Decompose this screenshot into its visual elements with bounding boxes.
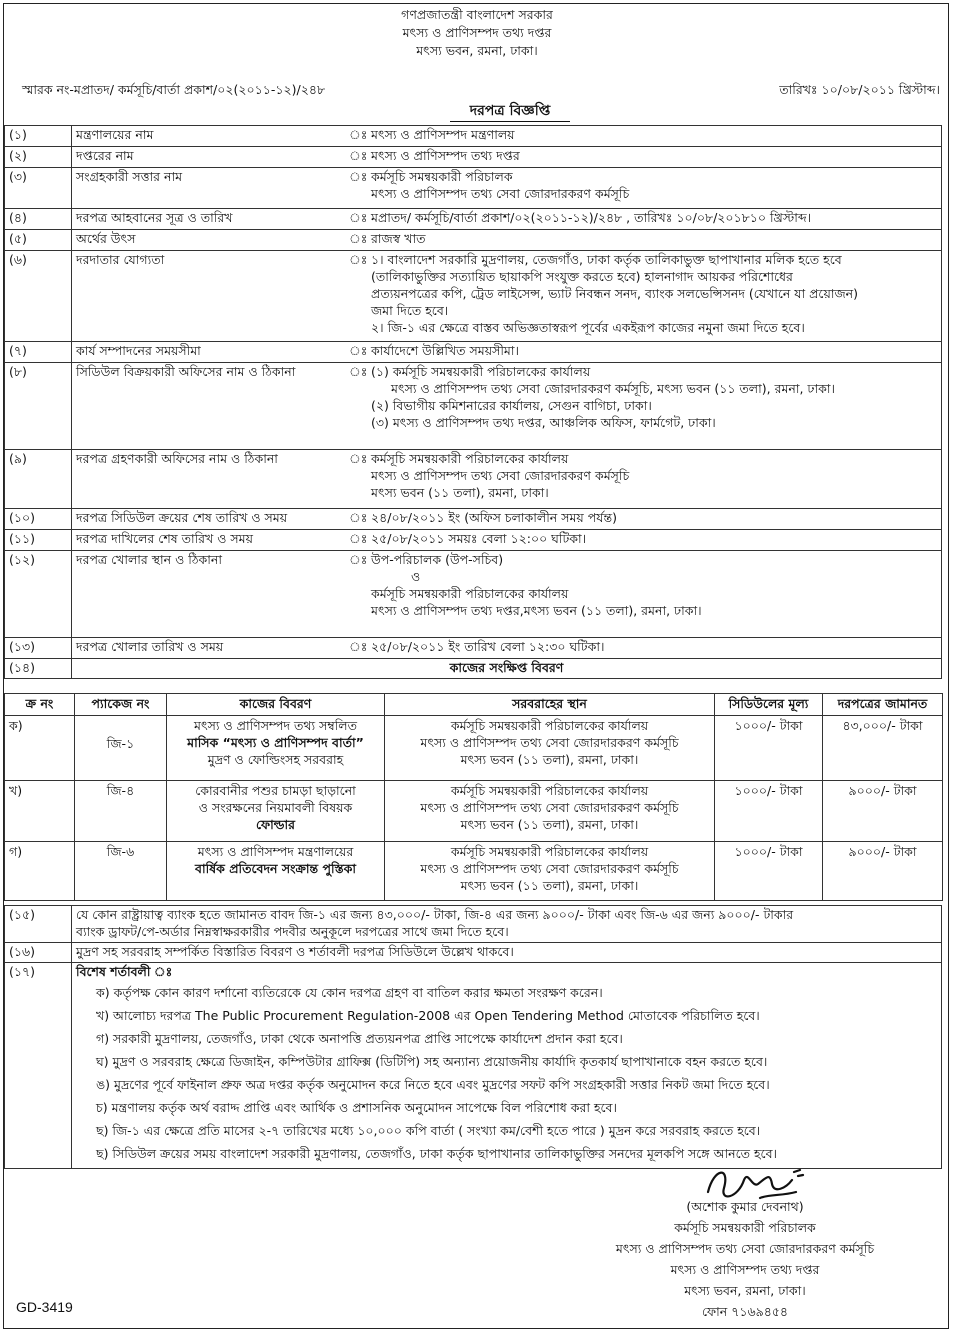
condition-item: খ) আলোচ্য দরপত্র The Public Procurement Regulation-2008 এর Open Tendering Method মোতাবেক পরিচালিত হবে। (96, 1007, 760, 1023)
info-row (5, 209, 942, 230)
row-number: (৬) (5, 251, 72, 342)
row-value (367, 450, 942, 509)
memo-number: স্মারক নং-মপ্রাতদ/ কর্মসূচি/বার্তা প্রকাশ/০২(২০১১-১২)/২৪৮ (22, 82, 326, 97)
place-line: কর্মসূচি সমন্বয়কারী পরিচালকের কার্যালয় (450, 782, 649, 798)
delivery-place (385, 780, 715, 841)
package-table (4, 693, 943, 901)
value-line: মৎস্য ও প্রাণিসম্পদ তথ্য দপ্তর,মৎস্য ভবন (১১ তলা), রমনা, ঢাকা। (371, 602, 702, 618)
row-label: মন্ত্রণালয়ের নাম (72, 126, 346, 147)
tender-security: ৪৩,০০০/- টাকা (823, 715, 943, 780)
condition-item: ছ) জি-১ এর ক্ষেত্রে প্রতি মাসের ২-৭ তারিখের মধ্যে ১০,০০০ কপি বার্তা ( সংখ্যা কম/বেশী হতে পারে ) মুদ্রন করে সরবরাহ করতে হবে। (96, 1122, 761, 1138)
package-no: জি-৬ (75, 841, 167, 900)
row-number: (১৭) (5, 962, 72, 1168)
value-line: মৎস্য ও প্রাণিসম্পদ তথ্য সেবা জোরদারকরণ কর্মসূচি (371, 185, 630, 201)
row-number: (২) (5, 147, 72, 168)
value-line: কর্মসূচি সমন্বয়কারী পরিচালক (371, 169, 513, 184)
value-line: ও (411, 568, 421, 584)
column-header: ক্র নং (5, 694, 75, 716)
value-line: প্রত্যয়নপত্রের কপি, ট্রেড লাইসেন্স, ভ্যাট নিবন্ধন সনদ, ব্যাংক সলভেন্সিসনদ (যেখানে যা প্রয়োজন) (371, 285, 858, 301)
delivery-place (385, 841, 715, 900)
description-line: বার্ষিক প্রতিবেদন সংক্রান্ত পুস্তিকা (195, 860, 356, 876)
row-number: (১) (5, 126, 72, 147)
row-label: দরপত্র খোলার স্থান ও ঠিকানা (72, 551, 346, 638)
column-header: দরপত্রের জামানত (823, 694, 943, 716)
row-label: কার্য সম্পাদনের সময়সীমা (72, 342, 346, 363)
row-colon: ঃ (345, 209, 367, 230)
description-line: কোরবানীর পশুর চামড়া ছাড়ানো (195, 782, 356, 798)
row-number: (১০) (5, 509, 72, 530)
footer-code: GD-3419 (16, 1299, 73, 1315)
row-label: দরপত্র দাখিলের শেষ তারিখ ও সময় (72, 530, 346, 551)
condition-item: চ) মন্ত্রণালয় কর্তৃক অর্থ বরাদ্দ প্রাপ্তি এবং আর্থিক ও প্রশাসনিক অনুমোদন সাপেক্ষে বিল পরিশোধ করা হবে। (96, 1099, 617, 1115)
value-line: মৎস্য ভবন (১১ তলা), রমনা, ঢাকা। (371, 484, 549, 500)
row-17 (5, 962, 942, 1168)
special-conditions-title: বিশেষ শর্তাবলী ঃ (76, 963, 173, 979)
signatory-name: (অশোক কুমার দেবনাথ) (686, 1199, 804, 1214)
place-line: মৎস্য ভবন (১১ তলা), রমনা, ঢাকা। (460, 751, 639, 767)
row-colon: ঃ (345, 147, 367, 168)
tender-info-table (4, 125, 942, 679)
row-number: (৫) (5, 230, 72, 251)
row-colon: ঃ (345, 168, 367, 209)
value-line: ১। বাংলাদেশ সরকারি মুদ্রণালয়, তেজগাঁও, ঢাকা কর্তৃক তালিকাভুক্ত ছাপাখানার মলিক হতে হবে (371, 252, 842, 267)
row-label: দরপত্র সিডিউল ক্রয়ের শেষ তারিখ ও সময় (72, 509, 346, 530)
row-colon: ঃ (345, 509, 367, 530)
info-row (5, 450, 942, 509)
info-row (5, 551, 942, 638)
place-line: মৎস্য ভবন (১১ তলা), রমনা, ঢাকা। (460, 816, 639, 832)
description-line: মুদ্রণ ও ফোল্ডিংসহ সরবরাহ (207, 751, 344, 767)
work-description (167, 780, 385, 841)
value-line: ২৪/০৮/২০১১ ইং (অফিস চলাকালীন সময় পর্যন্ত) (371, 510, 617, 525)
section-14-title: কাজের সংক্ষিপ্ত বিবরণ (72, 659, 942, 679)
section-14-row (5, 659, 942, 679)
info-row (5, 147, 942, 168)
signatory-designation: কর্মসূচি সমন্বয়কারী পরিচালক (674, 1220, 816, 1235)
row-number: (১২) (5, 551, 72, 638)
work-description (167, 841, 385, 900)
row-number: (৮) (5, 363, 72, 450)
row-label: সিডিউল বিক্রয়কারী অফিসের নাম ও ঠিকানা (72, 363, 346, 450)
column-header: প্যাকেজ নং (75, 694, 167, 716)
row-value (367, 251, 942, 342)
value-line: (১) কর্মসূচি সমন্বয়কারী পরিচালকের কার্যালয় (371, 364, 591, 379)
row-colon: ঃ (345, 251, 367, 342)
value-line: কর্মসূচি সমন্বয়কারী পরিচালকের কার্যালয় (371, 451, 569, 466)
serial: ক) (5, 715, 75, 780)
row-number: (১৪) (5, 659, 72, 679)
signatory-phone: ফোন ৭১৬৯৪৫৪ (701, 1304, 789, 1319)
schedule-price: ১০০০/- টাকা (715, 715, 823, 780)
place-line: মৎস্য ও প্রাণিসম্পদ তথ্য সেবা জোরদারকরণ কর্মসূচি (420, 860, 679, 876)
row-label: সংগ্রহকারী সত্তার নাম (72, 168, 346, 209)
row-number: (৭) (5, 342, 72, 363)
value-line: ২৫/০৮/২০১১ ইং তারিখ বেলা ১২:৩০ ঘটিকা। (371, 639, 605, 654)
description-line: মৎস্য ও প্রাণিসম্পদ মন্ত্রণালয়ের (197, 843, 354, 859)
row-number: (৪) (5, 209, 72, 230)
tender-security: ৯০০০/- টাকা (823, 780, 943, 841)
tender-security: ৯০০০/- টাকা (823, 841, 943, 900)
row-value (367, 209, 942, 230)
description-line: মৎস্য ও প্রাণিসম্পদ তথ্য সম্বলিত (194, 717, 357, 733)
special-conditions (72, 962, 942, 1168)
row-value (367, 126, 942, 147)
condition-item: ঙ) মুদ্রণের পূর্বে ফাইনাল প্রুফ অত্র দপ্তর কর্তৃক অনুমোদন করে নিতে হবে এবং মুদ্রণের সফট কপি সংগ্রহকারী সত্তার নিকট জমা দিতে হবে। (96, 1076, 770, 1092)
place-line: মৎস্য ও প্রাণিসম্পদ তথ্য সেবা জোরদারকরণ কর্মসূচি (420, 734, 679, 750)
description-line: ও সংরক্ষনের নিয়মাবলী বিষয়ক (198, 799, 353, 815)
row-label: দরপত্র খোলার তারিখ ও সময় (72, 638, 346, 659)
row-value (367, 551, 942, 638)
place-line: কর্মসূচি সমন্বয়কারী পরিচালকের কার্যালয় (450, 717, 649, 733)
row-value (367, 168, 942, 209)
guarantee-text (72, 906, 942, 943)
info-row (5, 230, 942, 251)
value-line: মৎস্য ও প্রাণিসম্পদ তথ্য সেবা জোরদারকরণ কর্মসূচি, মৎস্য ভবন (১১ তলা), রমনা, ঢাকা। (391, 380, 835, 396)
row-15 (5, 906, 942, 943)
value-line: (২) বিভাগীয় কমিশনারের কার্যালয়, সেগুন বাগিচা, ঢাকা। (371, 397, 652, 413)
condition-item: ঘ) মুদ্রণ ও সরবরাহ ক্ষেত্রে ডিজাইন, কম্পিউটার গ্রাফিক্স (ডিটিপি) সহ অন্যান্য প্রয়োজনীয় কার্যাদি কৃতকার্য ছাপাখানাকে বহন করতে হবে। (96, 1053, 768, 1069)
row-label: দরপত্র গ্রহণকারী অফিসের নাম ও ঠিকানা (72, 450, 346, 509)
row-colon: ঃ (345, 638, 367, 659)
value-line: কার্যাদেশে উল্লিখিত সময়সীমা। (371, 343, 519, 358)
info-row (5, 126, 942, 147)
row-number: (১৬) (5, 942, 72, 962)
row-colon: ঃ (345, 551, 367, 638)
schedule-price: ১০০০/- টাকা (715, 841, 823, 900)
row-label: দরদাতার যোগ্যতা (72, 251, 346, 342)
row-colon: ঃ (345, 230, 367, 251)
condition-item: গ) সরকারী মুদ্রণালয়, তেজগাঁও, ঢাকা থেকে অনাপত্তি প্রত্যয়নপত্র প্রাপ্তি সাপেক্ষে কার্যাদেশ প্রদান করা হবে। (96, 1030, 623, 1046)
value-line: মপ্রাতদ/ কর্মসূচি/বার্তা প্রকাশ/০২(২০১১-১২)/২৪৮ , তারিখঃ ১০/০৮/২০১৮১০ খ্রিস্টাব্দ। (371, 210, 812, 225)
place-line: মৎস্য ভবন (১১ তলা), রমনা, ঢাকা। (460, 877, 639, 893)
description-line: মাসিক “মৎস্য ও প্রাণিসম্পদ বার্তা” (187, 734, 364, 750)
value-line: (৩) মৎস্য ও প্রাণিসম্পদ তথ্য দপ্তর, আঞ্চলিক অফিস, ফার্মগেট, ঢাকা। (371, 414, 716, 430)
info-row (5, 363, 942, 450)
signature-block (560, 1196, 930, 1322)
value-line: উপ-পরিচালক (উপ-সচিব) (371, 552, 504, 567)
letterhead (0, 6, 954, 60)
serial: গ) (5, 841, 75, 900)
schedule-price: ১০০০/- টাকা (715, 780, 823, 841)
guarantee-line-2: ব্যাংক ড্রাফট/পে-অর্ডার নিম্নস্বাক্ষরকারীর পদবীর অনুকূলে দরপত্রের সাথে জমা দিতে হবে। (76, 923, 509, 939)
value-line: কর্মসূচি সমন্বয়কারী পরিচালকের কার্যালয় (371, 585, 569, 601)
row-value (367, 363, 942, 450)
value-line: ২৫/০৮/২০১১ সময়ঃ বেলা ১২:০০ ঘটিকা। (371, 531, 587, 546)
package-row (5, 841, 943, 900)
conditions-list (76, 983, 937, 1163)
description-line: ফোল্ডার (255, 816, 296, 832)
condition-item: ছ) সিডিউল ক্রয়ের সময় বাংলাদেশ সরকারী মুদ্রণালয়, তেজগাঁও, ঢাকা কর্তৃক ছাপাখানার তালিকাভুক্তির সনদের মূলকপি সঙ্গে আনতে হবে। (96, 1145, 777, 1161)
page-title: দরপত্র বিজ্ঞপ্তি (450, 102, 570, 122)
value-line: (তালিকাভুক্তির সত্যায়িত ছায়াকপি সংযুক্ত করতে হবে) হালনাগাদ আয়কর পরিশোধের (371, 268, 793, 284)
condition-item: ক) কর্তৃপক্ষ কোন কারণ দর্শানো ব্যতিরেকে যে কোন দরপত্র গ্রহণ বা বাতিল করার ক্ষমতা সংরক্ষণ করেন। (96, 984, 603, 1000)
row-value (367, 509, 942, 530)
row-label: অর্থের উৎস (72, 230, 346, 251)
row-value (367, 638, 942, 659)
conditions-table (4, 905, 942, 1169)
row-value (367, 230, 942, 251)
package-row (5, 780, 943, 841)
signatory-office: মৎস্য ও প্রাণিসম্পদ তথ্য দপ্তর (670, 1262, 820, 1277)
govt-name: গণপ্রজাতন্ত্রী বাংলাদেশ সরকার (401, 7, 553, 22)
row-number: (৯) (5, 450, 72, 509)
reference-line (22, 82, 940, 99)
row-number: (৩) (5, 168, 72, 209)
package-no: জি-১ (75, 715, 167, 780)
details-text: মুদ্রণ সহ সরবরাহ সম্পর্কিত বিস্তারিত বিবরণ ও শর্তাবলী দরপত্র সিডিউলে উল্লেখ থাকবে। (72, 942, 942, 962)
row-number: (১১) (5, 530, 72, 551)
row-value (367, 147, 942, 168)
row-number: (১৩) (5, 638, 72, 659)
info-row (5, 530, 942, 551)
delivery-place (385, 715, 715, 780)
info-row (5, 251, 942, 342)
info-row (5, 342, 942, 363)
info-row (5, 509, 942, 530)
package-row (5, 715, 943, 780)
row-number: (১৫) (5, 906, 72, 943)
guarantee-line-1: যে কোন রাষ্ট্রায়াত্ব ব্যাংক হতে জামানত বাবদ জি-১ এর জন্য ৪৩,০০০/- টাকা, জি-৪ এর জন্য ৯০০০/- টাকা এবং জি-৬ এর জন্য ৯০০০/- টাকার (76, 907, 794, 922)
value-line: মৎস্য ও প্রাণিসম্পদ মন্ত্রণালয় (371, 127, 515, 142)
row-label: দপ্তরের নাম (72, 147, 346, 168)
row-colon: ঃ (345, 530, 367, 551)
office-address: মৎস্য ভবন, রমনা, ঢাকা। (416, 43, 538, 58)
value-line: ২। জি-১ এর ক্ষেত্রে বাস্তব অভিজ্ঞতাস্বরূপ পূর্বের একইরূপ কাজের নমুনা জমা দিতে হবে। (371, 319, 805, 335)
value-line: মৎস্য ও প্রাণিসম্পদ তথ্য দপ্তর (371, 148, 520, 163)
row-colon: ঃ (345, 363, 367, 450)
signatory-program: মৎস্য ও প্রাণিসম্পদ তথ্য সেবা জোরদারকরণ কর্মসূচি (615, 1241, 875, 1256)
row-colon: ঃ (345, 342, 367, 363)
value-line: মৎস্য ও প্রাণিসম্পদ তথ্য সেবা জোরদারকরণ কর্মসূচি (371, 467, 630, 483)
column-header: সিডিউলের মূল্য (715, 694, 823, 716)
place-line: মৎস্য ও প্রাণিসম্পদ তথ্য সেবা জোরদারকরণ কর্মসূচি (420, 799, 679, 815)
value-line: জমা দিতে হবে। (371, 302, 449, 318)
row-value (367, 530, 942, 551)
column-header: সরবরাহের স্থান (385, 694, 715, 716)
info-row (5, 168, 942, 209)
memo-date: তারিখঃ ১০/০৮/২০১১ খ্রিস্টাব্দ। (779, 82, 940, 97)
row-label: দরপত্র আহবানের সূত্র ও তারিখ (72, 209, 346, 230)
info-row (5, 638, 942, 659)
signatory-address: মৎস্য ভবন, রমনা, ঢাকা। (684, 1283, 806, 1298)
row-colon: ঃ (345, 126, 367, 147)
column-header: কাজের বিবরণ (167, 694, 385, 716)
serial: খ) (5, 780, 75, 841)
row-colon: ঃ (345, 450, 367, 509)
row-value (367, 342, 942, 363)
package-no: জি-৪ (75, 780, 167, 841)
work-description (167, 715, 385, 780)
value-line: রাজস্ব খাত (371, 231, 426, 246)
office-name: মৎস্য ও প্রাণিসম্পদ তথ্য দপ্তর (402, 25, 552, 40)
place-line: কর্মসূচি সমন্বয়কারী পরিচালকের কার্যালয় (450, 843, 649, 859)
row-16 (5, 942, 942, 962)
